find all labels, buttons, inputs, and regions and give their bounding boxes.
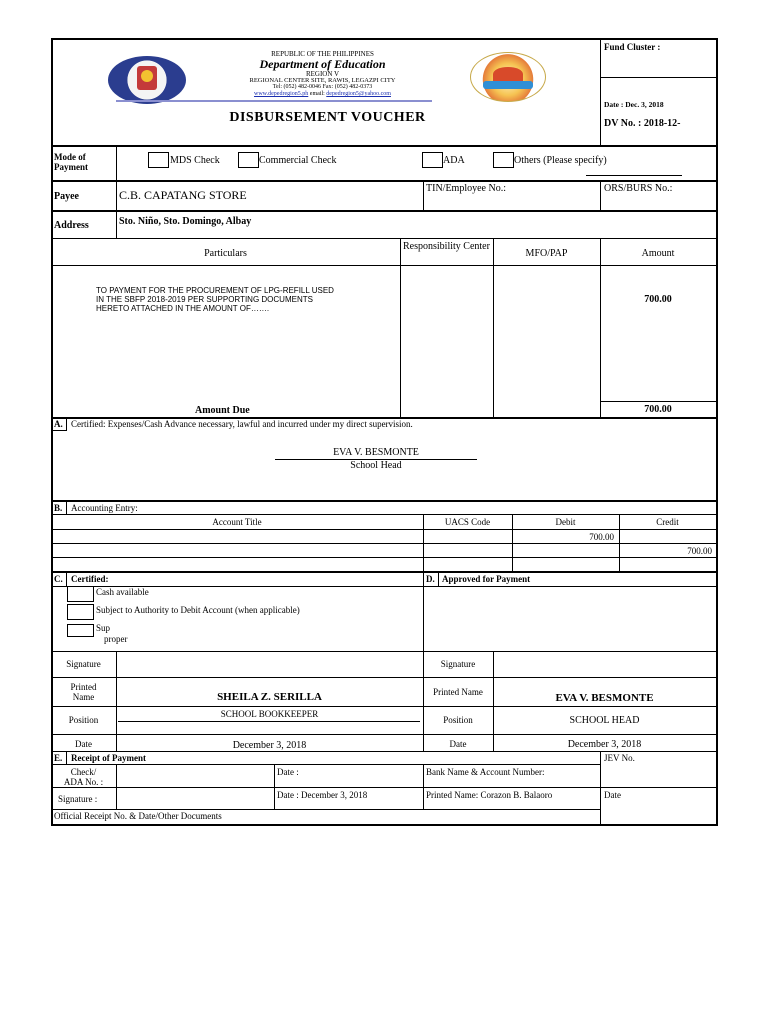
section-a-text: Certified: Expenses/Cash Advance necessary, lawful and incurred under my direct supervision.: [71, 419, 413, 429]
debit-value: 700.00: [589, 532, 614, 542]
e-printed-name: Printed Name: Corazon B. Balaoro: [426, 790, 553, 800]
particulars-line-3: HERETO ATTACHED IN THE AMOUNT OF…….: [96, 304, 270, 313]
e-date-label: Date :: [277, 767, 299, 777]
email-label: email:: [309, 91, 325, 97]
authority-debit-label: Subject to Authority to Debit Account (when applicable): [96, 605, 300, 615]
section-e-letter: E.: [54, 753, 63, 763]
ors-label: ORS/BURS No.:: [604, 183, 673, 194]
authority-debit-checkbox[interactable]: [67, 604, 94, 620]
section-a-letter: A.: [54, 419, 63, 429]
e-date3-label: Date: [604, 790, 621, 800]
region-v-logo: [470, 52, 546, 102]
d-position-label: Position: [443, 715, 473, 725]
section-c-label: Certified:: [71, 574, 109, 584]
header-underline: [116, 100, 432, 102]
d-signature-label: Signature: [440, 659, 476, 669]
check-ada-label: [51, 767, 116, 787]
uacs-code-header: UACS Code: [444, 517, 491, 527]
others-label: Others (Please specify): [514, 155, 607, 166]
d-printed-name: EVA V. BESMONTE: [555, 692, 654, 704]
check-label-line1: Check/: [70, 767, 97, 777]
ada-checkbox[interactable]: [422, 152, 443, 168]
section-e-label: Receipt of Payment: [71, 753, 146, 763]
section-d-letter: D.: [426, 574, 435, 584]
c-printed-name-label: [51, 682, 116, 702]
payee-label: Payee: [54, 191, 79, 202]
contact-line: Tel: (052) 482-0046 Fax: (052) 482-0373: [272, 84, 373, 90]
region-line: REGION V: [305, 70, 340, 78]
section-d-label: Approved for Payment: [442, 574, 531, 584]
amount-due-label: Amount Due: [195, 405, 250, 416]
payee-value: C.B. CAPATANG STORE: [119, 188, 247, 202]
mode-of-payment-label: [54, 152, 88, 172]
ada-label: ADA: [443, 155, 465, 166]
bank-account-label: Bank Name & Account Number:: [426, 767, 545, 777]
commercial-check-checkbox[interactable]: [238, 152, 259, 168]
c-signature-label: Signature: [66, 659, 101, 669]
mode-label-line1: Mode of: [54, 152, 86, 162]
section-a-signatory-title: School Head: [350, 460, 402, 471]
responsibility-center-header: [400, 242, 493, 252]
c-position-label: Position: [68, 715, 99, 725]
tin-label: TIN/Employee No.:: [426, 183, 506, 194]
form-title: DISBURSEMENT VOUCHER: [229, 110, 426, 125]
section-c-letter: C.: [54, 574, 63, 584]
credit-header: Credit: [656, 517, 679, 527]
section-b-letter: B.: [54, 503, 63, 513]
e-date-value: Date : December 3, 2018: [277, 790, 368, 800]
particulars-header: Particulars: [204, 248, 247, 259]
d-date-label: Date: [449, 739, 467, 749]
cash-available-checkbox[interactable]: [67, 586, 94, 602]
mds-check-label: MDS Check: [170, 155, 220, 166]
others-specify-line: [586, 175, 682, 176]
credit-value: 700.00: [687, 546, 712, 556]
commercial-check-label: Commercial Check: [259, 155, 337, 166]
supporting-docs-label: Sup: [96, 623, 111, 633]
others-checkbox[interactable]: [493, 152, 514, 168]
c-printed-label-line1: Printed: [70, 682, 97, 692]
amount-due-value: 700.00: [644, 404, 672, 415]
debit-header: Debit: [555, 517, 576, 527]
dv-number: DV No. : 2018-12-: [604, 118, 681, 129]
mode-label-line2: Payment: [54, 162, 88, 172]
c-date-value: December 3, 2018: [232, 740, 307, 751]
date-value: Date : Dec. 3, 2018: [604, 100, 664, 109]
official-receipt-label: Official Receipt No. & Date/Other Documents: [54, 811, 222, 821]
address-line: REGIONAL CENTER SITE, RAWIS, LEGAZPI CITY: [249, 77, 396, 84]
section-b-label: Accounting Entry:: [71, 503, 138, 513]
mds-check-checkbox[interactable]: [148, 152, 169, 168]
address-value: Sto. Niño, Sto. Domingo, Albay: [119, 216, 252, 227]
cash-available-label: Cash available: [96, 587, 149, 597]
particulars-line-1: TO PAYMENT FOR THE PROCUREMENT OF LPG-REFILL USED: [96, 286, 334, 295]
mfo-pap-header: MFO/PAP: [525, 248, 568, 259]
department-name: Department of Education: [259, 57, 386, 71]
check-label-line2: ADA No. :: [63, 777, 104, 787]
c-printed-name: SHEILA Z. SERILLA: [217, 691, 322, 703]
account-title-header: Account Title: [212, 517, 262, 527]
fund-cluster-label: Fund Cluster :: [604, 42, 661, 52]
e-signature-label: Signature :: [58, 794, 98, 804]
supporting-docs-checkbox[interactable]: [67, 624, 94, 637]
web-line: [190, 91, 455, 98]
c-date-label: Date: [75, 739, 92, 749]
section-a-signatory: EVA V. BESMONTE: [333, 447, 419, 458]
particulars-amount: 700.00: [644, 294, 672, 305]
d-position-value: SCHOOL HEAD: [569, 715, 640, 726]
email-link[interactable]: depedregion5@yahoo.com: [326, 91, 391, 97]
supporting-docs-label-2: proper: [104, 634, 128, 644]
particulars-line-2: IN THE SBFP 2018-2019 PER SUPPORTING DOCUMENTS: [96, 295, 313, 304]
amount-header: Amount: [641, 248, 675, 259]
jev-label: JEV No.: [604, 753, 635, 763]
address-label: Address: [54, 220, 89, 231]
republic-line: REPUBLIC OF THE PHILIPPINES: [271, 50, 374, 58]
c-position-value: SCHOOL BOOKKEEPER: [220, 709, 319, 719]
responsibility-center-text: Responsibility Center: [403, 241, 490, 252]
deped-seal-logo: [108, 56, 186, 104]
c-printed-label-line2: Name: [72, 692, 95, 702]
website-link[interactable]: www.depedregion5.ph: [254, 91, 309, 97]
d-date-value: December 3, 2018: [567, 739, 642, 750]
d-printed-name-label: Printed Name: [433, 687, 483, 697]
